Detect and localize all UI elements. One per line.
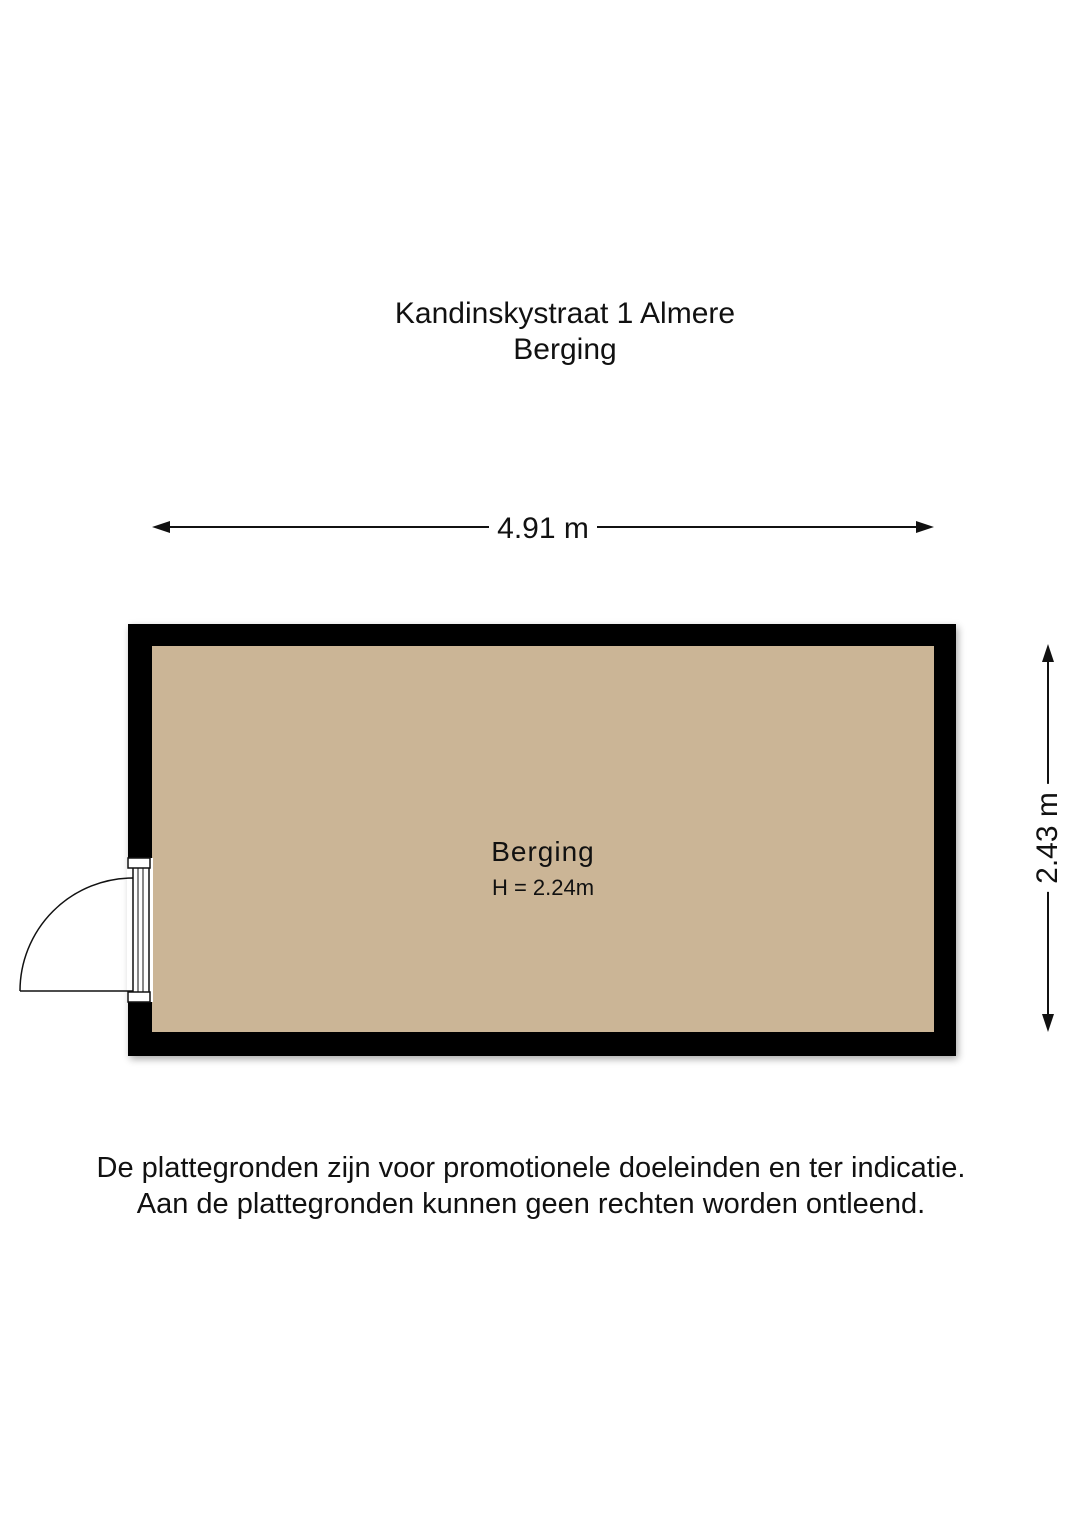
room-name: Berging	[491, 836, 595, 867]
disclaimer-line-2: Aan de plattegronden kunnen geen rechten worden ontleend.	[136, 1188, 926, 1220]
disclaimer	[0, 1150, 1062, 1222]
floor-title: Berging	[513, 333, 617, 366]
width-dimension-label: 4.91 m	[489, 512, 597, 545]
room-label	[152, 832, 934, 904]
room-ceiling-height: H = 2.24m	[491, 875, 595, 900]
disclaimer-line-1: De plattegronden zijn voor promotionele doeleinden en ter indicatie.	[96, 1152, 966, 1184]
width-dimension-arrow	[150, 507, 936, 551]
door-swing-arc	[20, 878, 133, 991]
height-dimension-label: 2.43 m	[1028, 784, 1068, 892]
plan-header	[0, 296, 1080, 368]
height-dimension	[1022, 642, 1074, 1034]
width-dimension	[150, 507, 936, 551]
address-title: Kandinskystraat 1 Almere	[394, 297, 736, 330]
